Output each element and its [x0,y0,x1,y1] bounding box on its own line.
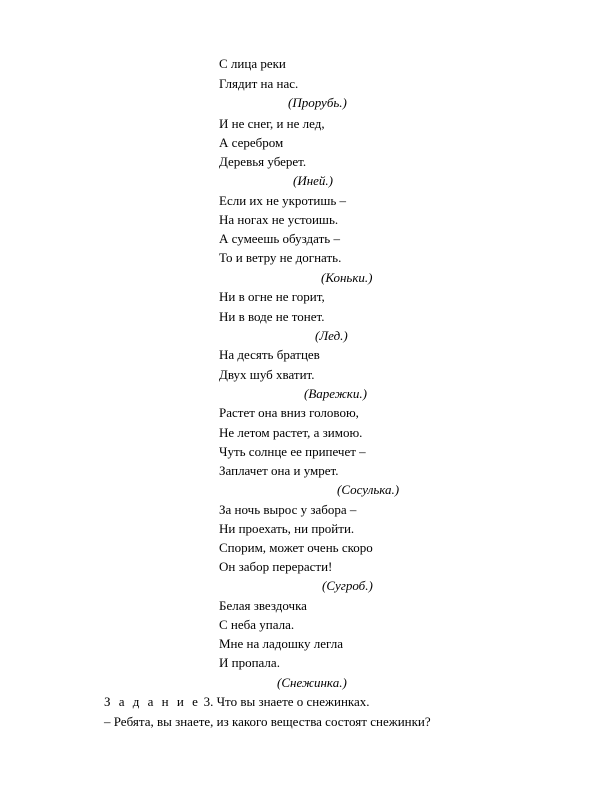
riddle-4-line-2: Ни в воде не тонет. [219,309,325,324]
riddle-4-line-1: Ни в огне не горит, [219,289,325,304]
riddle-8-answer: (Снежинка.) [277,675,347,690]
riddle-3-line-3: А сумеешь обуздать – [219,231,340,246]
task-label: З а д а н и е [104,694,201,709]
riddle-8-line-1: Белая звездочка [219,598,307,613]
riddle-7-line-2: Ни проехать, ни пройти. [219,521,355,536]
riddle-6-line-2: Не летом растет, а зимою. [219,425,363,440]
riddle-7-answer: (Сугроб.) [322,578,373,593]
riddle-6-line-4: Заплачет она и умрет. [219,463,339,478]
riddle-5-answer: (Варежки.) [304,386,367,401]
riddle-2-line-2: А серебром [219,135,284,150]
riddle-3-answer: (Коньки.) [321,270,373,285]
riddle-7-line-4: Он забор перерасти! [219,559,333,574]
task-number: 3. [203,694,214,709]
riddle-2-line-1: И не снег, и не лед, [219,116,325,131]
task-text: Что вы знаете о снежинках. [216,694,370,709]
riddle-5-line-1: На десять братцев [219,347,320,362]
task-heading [104,694,370,709]
riddle-6-answer: (Сосулька.) [337,482,400,497]
riddle-8-line-4: И пропала. [219,655,280,670]
riddle-2-line-3: Деревья уберет. [219,154,307,169]
riddle-3-line-1: Если их не укротишь – [219,193,347,208]
riddle-6-line-1: Растет она вниз головою, [219,405,359,420]
riddle-5-line-2: Двух шуб хватит. [219,367,315,382]
riddle-6-line-3: Чуть солнце ее припечет – [219,444,366,459]
task-question: – Ребята, вы знаете, из какого вещества состоят снежинки? [104,714,431,729]
riddle-7-line-1: За ночь вырос у забора – [219,502,357,517]
riddle-3-line-2: На ногах не устоишь. [219,212,339,227]
riddle-4-answer: (Лед.) [315,328,348,343]
riddle-2-answer: (Иней.) [293,173,334,188]
riddle-1-line-2: Глядит на нас. [219,76,299,91]
riddle-3-line-4: То и ветру не догнать. [219,250,342,265]
riddle-1-line-1: С лица реки [219,56,286,71]
riddle-1-answer: (Прорубь.) [288,95,347,110]
riddle-8-line-2: С неба упала. [219,617,295,632]
riddle-7-line-3: Спорим, может очень скоро [219,540,373,555]
riddle-8-line-3: Мне на ладошку легла [219,636,343,651]
